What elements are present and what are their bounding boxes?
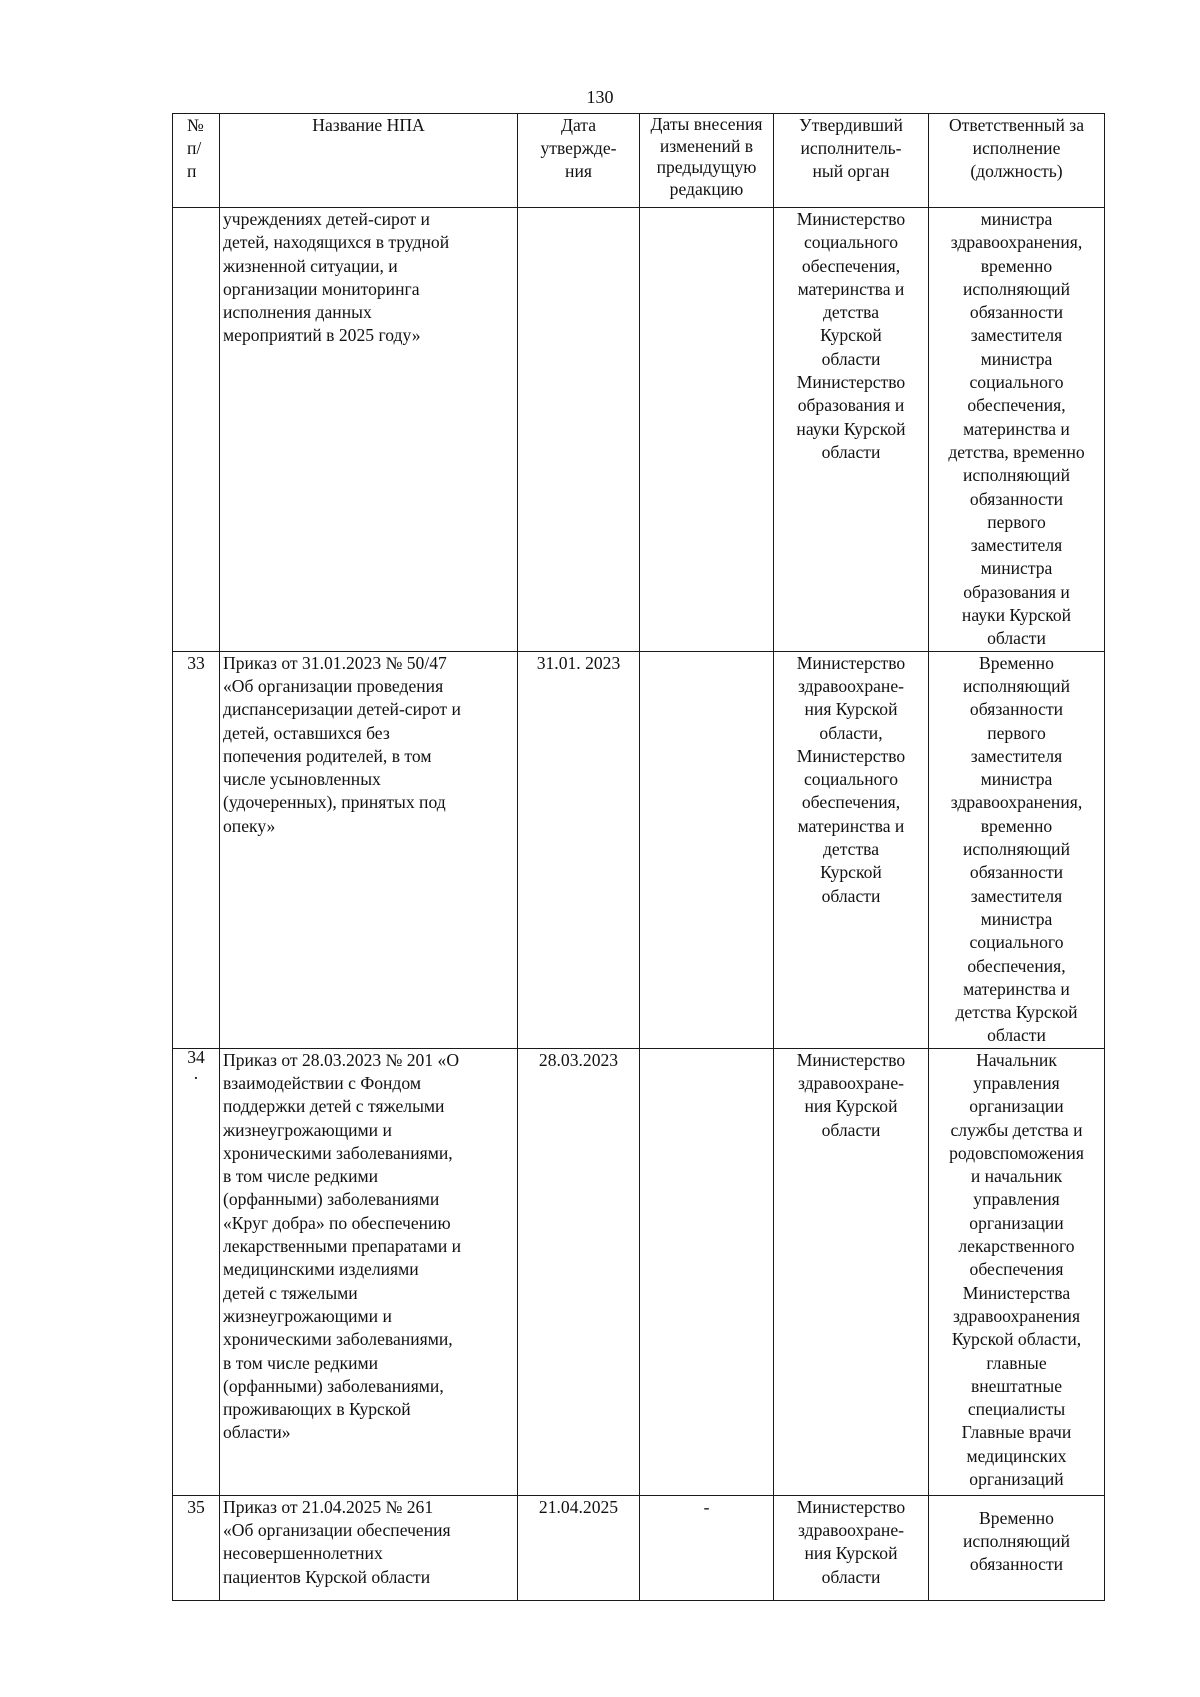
row-responsible: министра здравоохранения, временно исполняющий обязанности заместителя министра социального обеспечения, материнства и детства, временно исполняющий обязанности первого заместителя министра образования и науки Курской области xyxy=(929,208,1105,652)
header-date: Дата утвержде- ния xyxy=(518,114,640,208)
header-changes: Даты внесения изменений в предыдущую редакцию xyxy=(640,114,774,208)
table-row xyxy=(173,208,1105,652)
table-row xyxy=(173,651,1105,1048)
page-number: 130 xyxy=(586,87,614,107)
row-authority: Министерство здравоохране- ния Курской области xyxy=(774,1048,929,1495)
row-number: 33 xyxy=(173,651,220,1048)
table-row xyxy=(173,1048,1105,1495)
row-changes: - xyxy=(640,1495,774,1600)
table-header-row xyxy=(173,114,1105,208)
row-number xyxy=(173,208,220,652)
table-row xyxy=(173,1495,1105,1600)
row-name: Приказ от 31.01.2023 № 50/47 «Об организации проведения диспансеризации детей-сирот и детей, оставшихся без попечения родителей, в том числе усыновленных (удочеренных), принятых под опеку» xyxy=(220,651,518,1048)
row-name: учреждениях детей-сирот и детей, находящихся в трудной жизненной ситуации, и организации мониторинга исполнения данных мероприятий в 2025 году» xyxy=(220,208,518,652)
row-responsible: Начальник управления организации службы детства и родовспоможения и начальник управления организации лекарственного обеспечения Министерства здравоохранения Курской области, главные внештатные специалисты Главные врачи медицинских организаций xyxy=(929,1048,1105,1495)
row-name: Приказ от 21.04.2025 № 261 «Об организации обеспечения несовершеннолетних пациентов Курской области xyxy=(220,1495,518,1600)
row-responsible: Временно исполняющий обязанности первого заместителя министра здравоохранения, временно исполняющий обязанности заместителя министра социального обеспечения, материнства и детства Курской области xyxy=(929,651,1105,1048)
header-number: № п/ п xyxy=(173,114,220,208)
row-number-cell xyxy=(173,1048,220,1495)
row-name: Приказ от 28.03.2023 № 201 «О взаимодействии с Фондом поддержки детей с тяжелыми жизнеугрожающими и хроническими заболеваниями, в том числе редкими (орфанными) заболеваниями «Круг добра» по обеспечению лекарственными препаратами и медицинскими изделиями детей с тяжелыми жизнеугрожающими и хроническими заболеваниями, в том числе редкими (орфанными) заболеваниями, проживающих в Курской области» xyxy=(220,1048,518,1495)
row-date: 28.03.2023 xyxy=(518,1048,640,1495)
row-authority: Министерство социального обеспечения, материнства и детства Курской области Министерство образования и науки Курской области xyxy=(774,208,929,652)
row-date: 31.01. 2023 xyxy=(518,651,640,1048)
row-authority: Министерство здравоохране- ния Курской области xyxy=(774,1495,929,1600)
row-date xyxy=(518,208,640,652)
row-number: 35 xyxy=(173,1495,220,1600)
row-changes xyxy=(640,1048,774,1495)
header-authority: Утвердивший исполнитель- ный орган xyxy=(774,114,929,208)
npa-table xyxy=(172,113,1105,1601)
row-responsible: Временно исполняющий обязанности xyxy=(929,1495,1105,1600)
row-number: 34 xyxy=(187,1046,205,1067)
row-number-suffix: . xyxy=(193,1062,199,1083)
header-responsible: Ответственный за исполнение (должность) xyxy=(929,114,1105,208)
row-date: 21.04.2025 xyxy=(518,1495,640,1600)
row-changes xyxy=(640,208,774,652)
row-authority: Министерство здравоохране- ния Курской области, Министерство социального обеспечения, материнства и детства Курской области xyxy=(774,651,929,1048)
header-name: Название НПА xyxy=(220,114,518,208)
row-changes xyxy=(640,651,774,1048)
